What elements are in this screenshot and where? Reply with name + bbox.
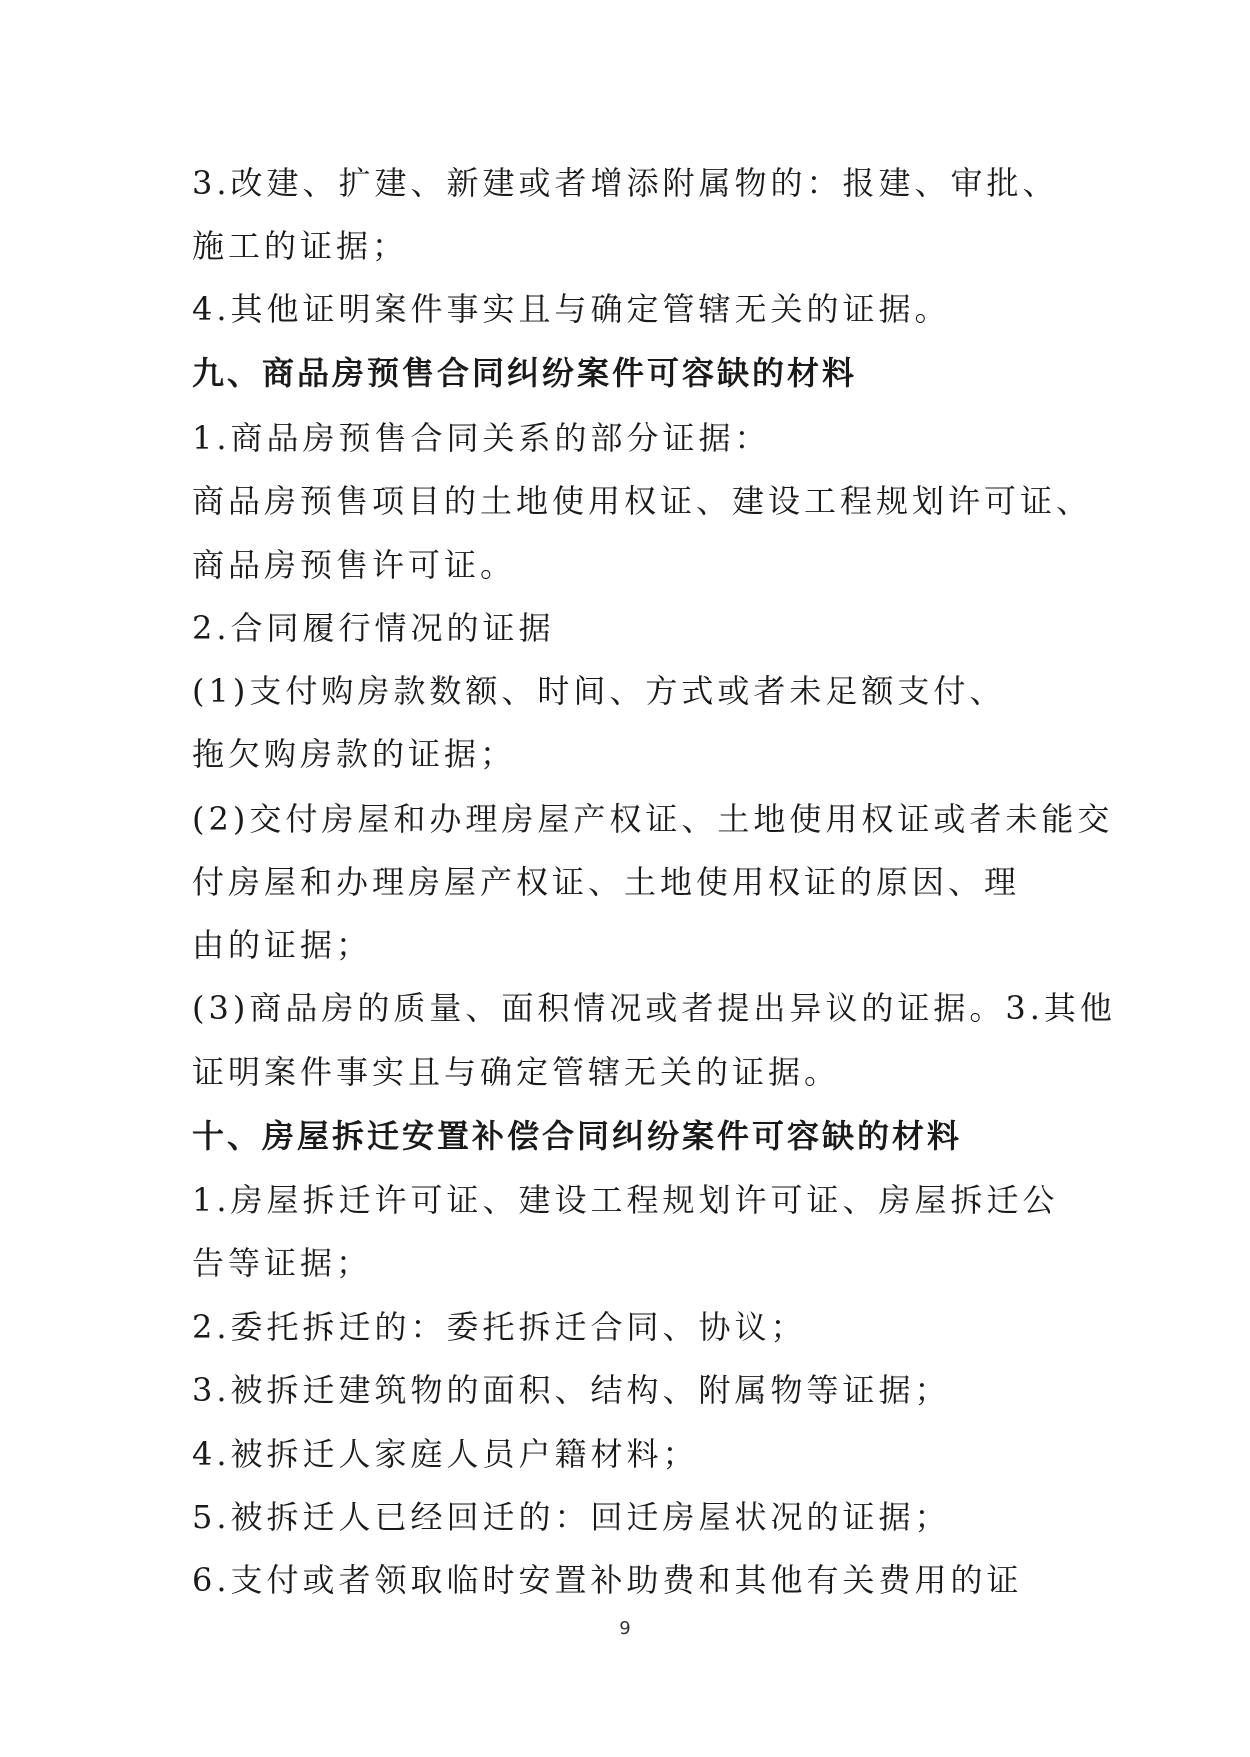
text-line: 3.改建、扩建、新建或者增添附属物的：报建、审批、	[192, 164, 1059, 202]
section-heading: 九、商品房预售合同纠纷案件可容缺的材料	[192, 354, 858, 392]
text-line: 证明案件事实且与确定管辖无关的证据。	[192, 1053, 841, 1091]
page-number: 9	[619, 1618, 631, 1639]
text-line: 1.房屋拆迁许可证、建设工程规划许可证、房屋拆迁公	[192, 1181, 1059, 1219]
text-line: 2.委托拆迁的：委托拆迁合同、协议；	[192, 1308, 807, 1346]
text-line: 3.被拆迁建筑物的面积、结构、附属物等证据；	[192, 1371, 951, 1409]
text-line: (3)商品房的质量、面积情况或者提出异议的证据。3.其他	[192, 989, 1116, 1027]
text-line: 4.其他证明案件事实且与确定管辖无关的证据。	[192, 290, 951, 328]
text-line: 商品房预售项目的土地使用权证、建设工程规划许可证、	[192, 482, 1093, 520]
text-line: 4.被拆迁人家庭人员户籍材料；	[192, 1435, 699, 1473]
text-line: 由的证据；	[192, 926, 373, 964]
text-line: 2.合同履行情况的证据	[192, 609, 555, 647]
text-line: (1)支付购房款数额、时间、方式或者未足额支付、	[192, 672, 1006, 710]
text-line: 6.支付或者领取临时安置补助费和其他有关费用的证	[192, 1561, 1023, 1599]
text-line: 商品房预售许可证。	[192, 546, 517, 584]
text-line: (2)交付房屋和办理房屋产权证、土地使用权证或者未能交	[192, 800, 1114, 838]
text-line: 告等证据；	[192, 1244, 373, 1282]
text-line: 1.商品房预售合同关系的部分证据：	[192, 419, 771, 457]
text-line: 付房屋和办理房屋产权证、土地使用权证的原因、理	[192, 863, 1021, 901]
text-line: 施工的证据；	[192, 227, 409, 265]
text-line: 5.被拆迁人已经回迁的：回迁房屋状况的证据；	[192, 1498, 951, 1536]
text-line: 拖欠购房款的证据；	[192, 735, 517, 773]
section-heading: 十、房屋拆迁安置补偿合同纠纷案件可容缺的材料	[192, 1117, 963, 1155]
